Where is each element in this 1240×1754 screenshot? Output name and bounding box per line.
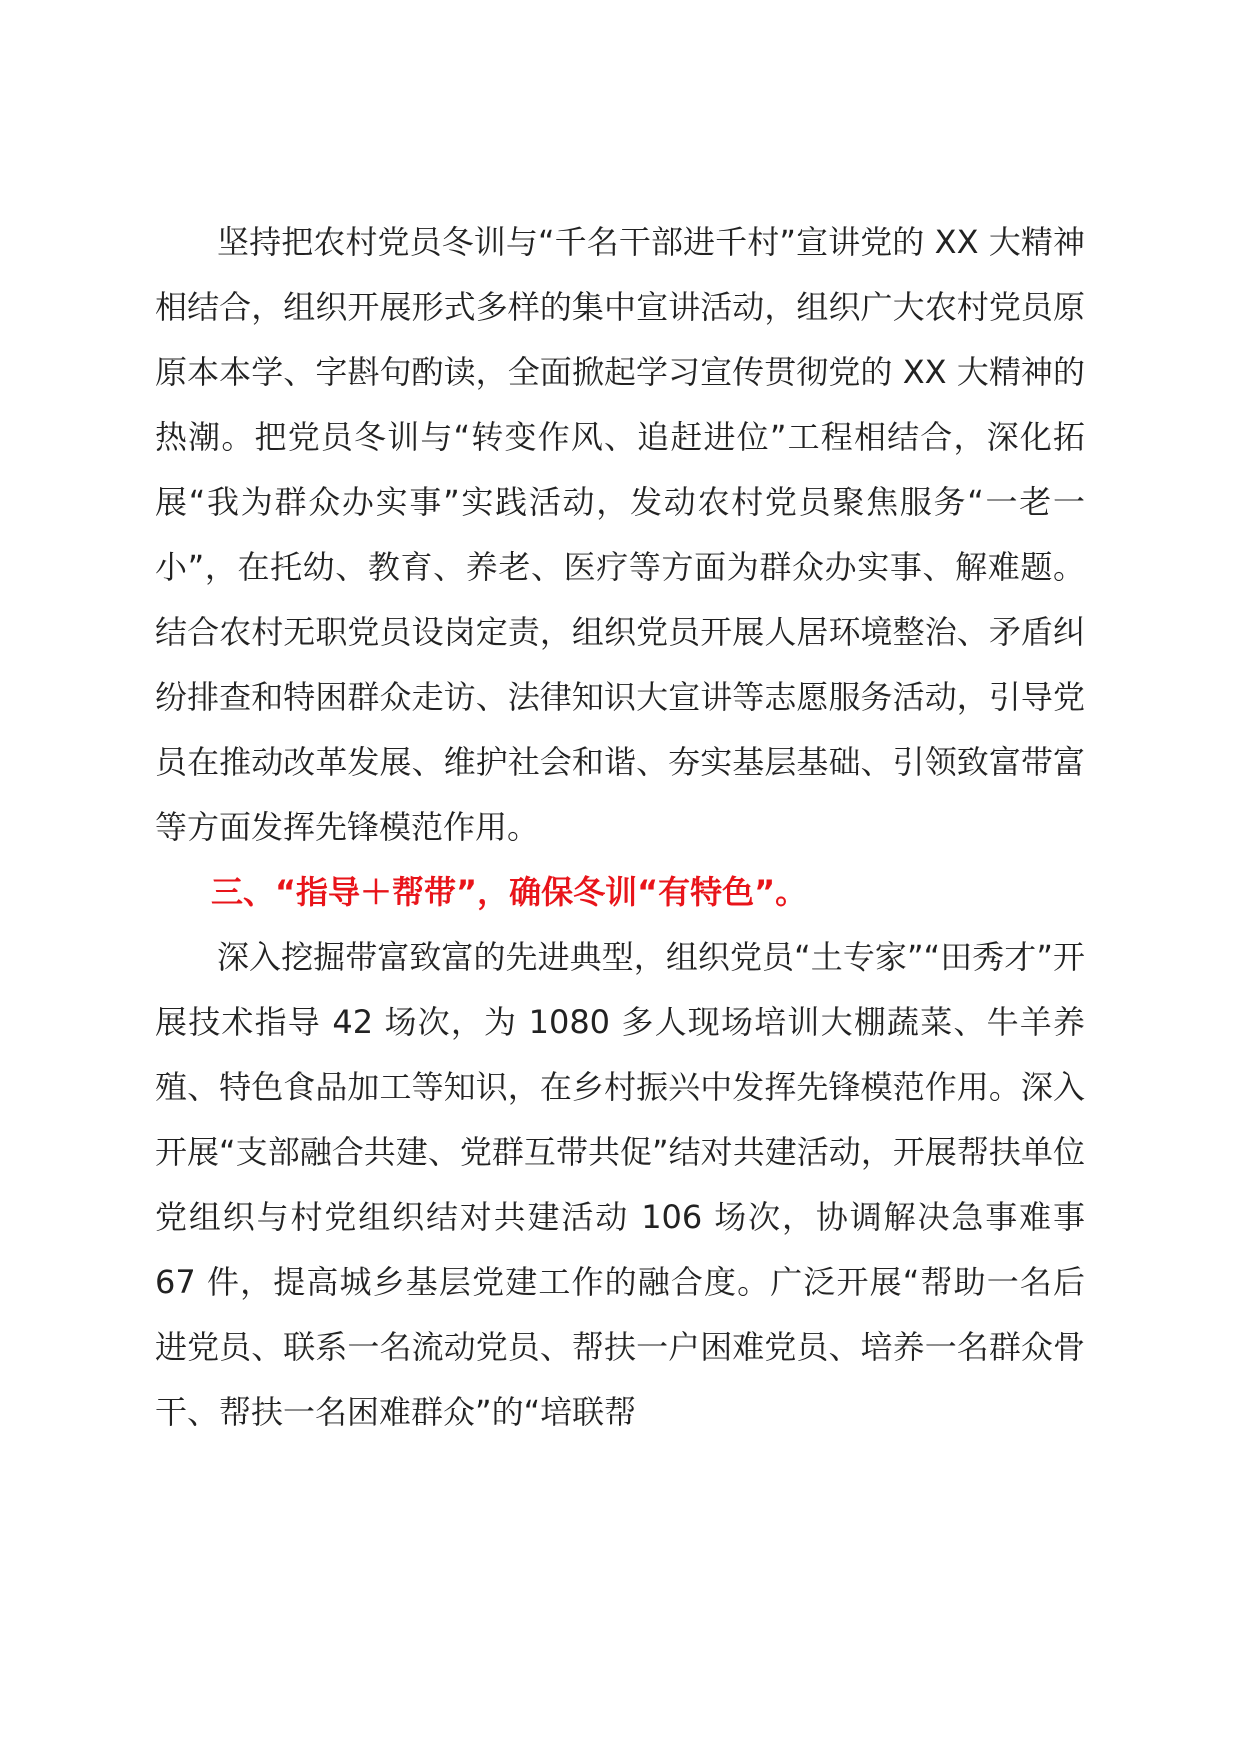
section-heading: 三、“指导＋帮带”，确保冬训“有特色”。 <box>211 873 808 911</box>
document-body <box>155 210 1085 1445</box>
paragraph-2: 深入挖掘带富致富的先进典型，组织党员“土专家”“田秀才”开展技术指导 42 场次，为 1080 多人现场培训大棚蔬菜、牛羊养殖、特色食品加工等知识，在乡村振兴中发挥先锋模范作用。深入开展“支部融合共建、党群互带共促”结对共建活动，开展帮扶单位党组织与村党组织结对共建活动 106 场次，协调解决急事难事 67 件，提高城乡基层党建工作的融合度。广泛开展“帮助一名后进党员、联系一名流动党员、帮扶一户困难党员、培养一名群众骨干、帮扶一名困难群众”的“培联帮 <box>155 938 1085 1431</box>
paragraph-1: 坚持把农村党员冬训与“千名干部进千村”宣讲党的 XX 大精神相结合，组织开展形式多样的集中宣讲活动，组织广大农村党员原原本本学、字斟句酌读，全面掀起学习宣传贯彻党的 XX 大精神的热潮。把党员冬训与“转变作风、追赶进位”工程相结合，深化拓展“我为群众办实事”实践活动，发动农村党员聚焦服务“一老一小”，在托幼、教育、养老、医疗等方面为群众办实事、解难题。结合农村无职党员设岗定责，组织党员开展人居环境整治、矛盾纠纷排查和特困群众走访、法律知识大宣讲等志愿服务活动，引导党员在推动改革发展、维护社会和谐、夯实基层基础、引领致富带富等方面发挥先锋模范作用。 <box>155 223 1085 846</box>
